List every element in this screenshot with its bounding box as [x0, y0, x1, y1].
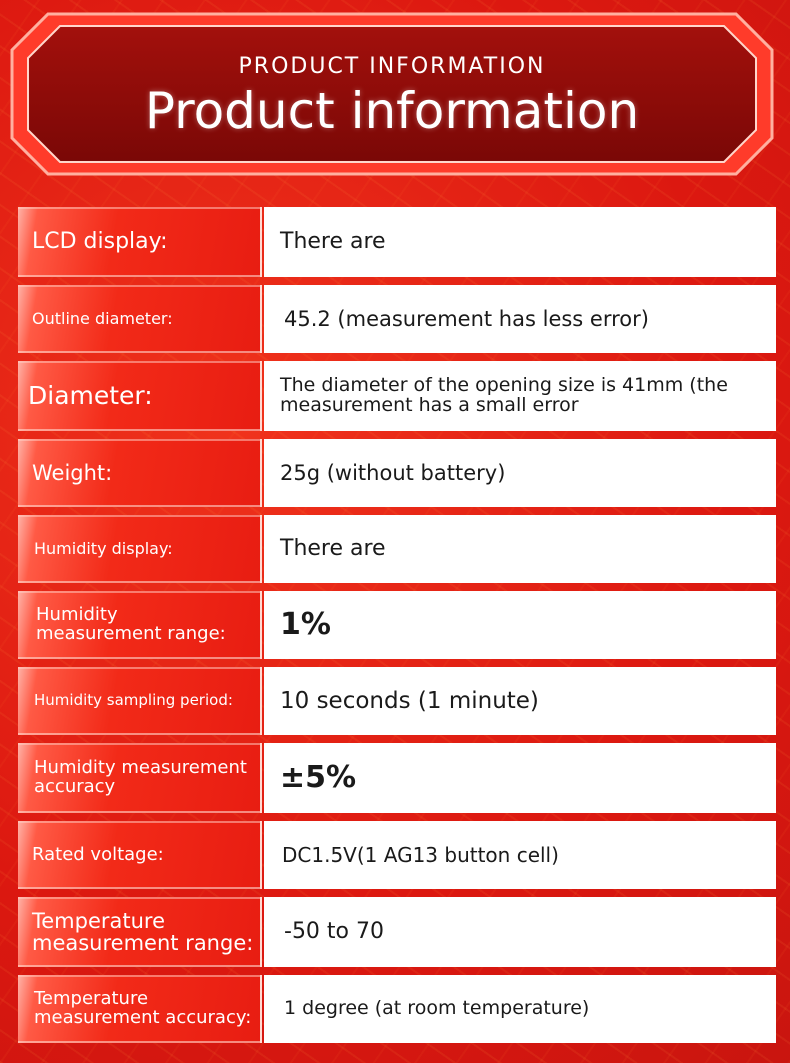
spec-row [18, 897, 776, 967]
row-label: LCD display: [18, 207, 262, 277]
row-label: Temperature measurement range: [18, 897, 262, 967]
spec-row [18, 591, 776, 659]
row-value: There are [264, 207, 776, 277]
row-value: 45.2 (measurement has less error) [264, 285, 776, 353]
row-value: 25g (without battery) [264, 439, 776, 507]
row-label: Humidity measurement accuracy [18, 743, 262, 813]
row-value: 10 seconds (1 minute) [264, 667, 776, 735]
spec-row [18, 667, 776, 735]
row-value: ±5% [264, 743, 776, 813]
spec-row [18, 285, 776, 353]
row-label: Rated voltage: [18, 821, 262, 889]
row-value: -50 to 70 [264, 897, 776, 967]
row-value: The diameter of the opening size is 41mm (the measurement has a small error [264, 361, 776, 431]
spec-row [18, 821, 776, 889]
row-value: 1 degree (at room temperature) [264, 975, 776, 1043]
header-banner [8, 10, 776, 178]
spec-row [18, 439, 776, 507]
spec-row [18, 975, 776, 1043]
row-label: Humidity measurement range: [18, 591, 262, 659]
spec-row [18, 515, 776, 583]
row-value: DC1.5V(1 AG13 button cell) [264, 821, 776, 889]
row-value: 1% [264, 591, 776, 659]
row-label: Weight: [18, 439, 262, 507]
spec-row [18, 743, 776, 813]
header-subtitle: PRODUCT INFORMATION [238, 54, 546, 79]
row-value: There are [264, 515, 776, 583]
spec-row [18, 207, 776, 277]
row-label: Temperature measurement accuracy: [18, 975, 262, 1043]
row-label: Outline diameter: [18, 285, 262, 353]
row-label: Humidity sampling period: [18, 667, 262, 735]
page-title: Product information [144, 82, 640, 140]
row-label: Diameter: [18, 361, 262, 431]
spec-row [18, 361, 776, 431]
row-label: Humidity display: [18, 515, 262, 583]
